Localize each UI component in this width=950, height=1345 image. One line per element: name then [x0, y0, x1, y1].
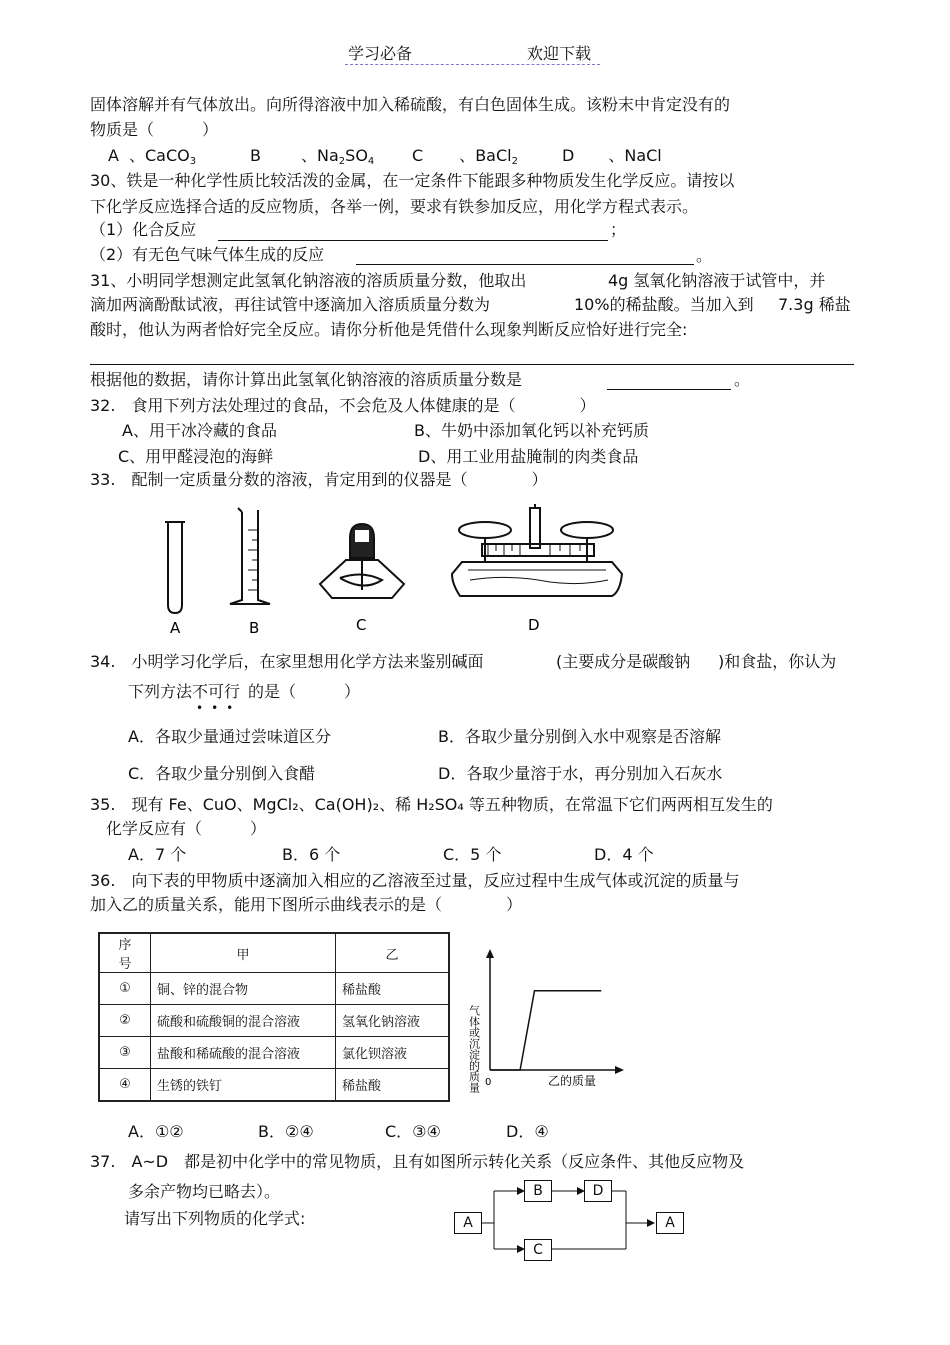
option-letter: B: [250, 146, 261, 165]
q34-line2a: 下列方法: [128, 682, 193, 701]
q29-option-a: [108, 146, 196, 172]
q32-option-c: C、用甲醛浸泡的海鲜: [118, 447, 274, 466]
q30-line2: 下化学反应选择合适的反应物质，各举一例，要求有铁参加反应，用化学方程式表示。: [90, 197, 699, 216]
q29-option-b: [250, 146, 374, 172]
q31-line4: 根据他的数据，请你计算出此氢氧化钠溶液的溶质质量分数是: [90, 370, 523, 389]
q29-option-d: [562, 146, 662, 166]
option-sep: 、: [300, 146, 317, 165]
table-header-row: [99, 933, 449, 973]
table-cell: ③: [99, 1037, 151, 1069]
graduated-cylinder-icon: [230, 508, 270, 604]
q34-option-d: D．各取少量溶于水，再分别加入石灰水: [438, 764, 723, 783]
header-right: 欢迎下载: [527, 44, 592, 63]
q31-line2c: 7.3g 稀盐: [778, 295, 851, 314]
q30-answer-blank-1[interactable]: [218, 240, 608, 241]
option-formula: CaCO: [144, 146, 190, 165]
q30-item2-end: 。: [696, 246, 713, 265]
table-cell: 氢氧化钠溶液: [336, 1005, 450, 1037]
q31-answer-blank-1[interactable]: [90, 364, 854, 365]
option-formula: Na: [317, 146, 339, 165]
q35-line2: 化学反应有（ ）: [106, 819, 267, 838]
q30-answer-blank-2[interactable]: [356, 264, 694, 265]
q33-label-d: D: [528, 616, 540, 634]
option-letter: C: [412, 146, 424, 165]
table-row: [99, 973, 449, 1005]
q31-line2b: 10%的稀盐酸。当加入到: [574, 295, 754, 314]
q34-option-c: C．各取少量分别倒入食醋: [128, 764, 316, 783]
q36-table: [98, 932, 450, 1102]
q34-line1a: 34. 小明学习化学后，在家里想用化学方法来鉴别碱面: [90, 652, 484, 671]
table-cell: 盐酸和稀硫酸的混合溶液: [151, 1037, 336, 1069]
q37-line3: 请写出下列物质的化学式:: [124, 1209, 306, 1228]
table-header-cell: 序 号: [99, 933, 151, 973]
q30-line1: 30、铁是一种化学性质比较活泼的金属，在一定条件下能跟多种物质发生化学反应。请按以: [90, 171, 735, 190]
table-cell: ④: [99, 1069, 151, 1102]
q31-line1a: 31、小明同学想测定此氢氧化钠溶液的溶质质量分数，他取出: [90, 271, 527, 290]
x-axis-arrow: [615, 1066, 624, 1074]
q30-item2: （2）有无色气味气体生成的反应: [90, 245, 325, 264]
q31-line1b: 4g 氢氧化钠溶液于试管中，并: [608, 271, 826, 290]
table-cell: 稀盐酸: [336, 1069, 450, 1102]
q37-flow-arrows: [450, 1180, 690, 1260]
x-axis-label: 乙的质量: [548, 1074, 597, 1088]
q29-option-c: [412, 146, 518, 172]
q30-item1: （1）化合反应: [90, 220, 197, 239]
q33-label-b: B: [249, 619, 260, 637]
q33-label-a: A: [170, 619, 181, 637]
q35-option-a: A．7 个: [128, 845, 187, 864]
y-axis-label: 气体或沉淀的质量: [467, 1005, 481, 1093]
q33-stem: 33. 配制一定质量分数的溶液，肯定用到的仪器是（ ）: [90, 470, 548, 489]
q32-option-d: D、用工业用盐腌制的肉类食品: [418, 447, 639, 466]
origin-label: 0: [485, 1077, 492, 1088]
option-letter: D: [562, 146, 575, 165]
chart-series-line: [490, 991, 601, 1070]
emphasis-dots: •••: [196, 701, 242, 715]
q33-label-c: C: [356, 616, 367, 634]
q34-emphasis: 不可行: [192, 682, 241, 701]
header-divider: [345, 64, 600, 65]
option-sep: 、: [459, 146, 476, 165]
option-sub: 2: [338, 156, 346, 167]
table-cell: 稀盐酸: [336, 973, 450, 1005]
table-cell: ①: [99, 973, 151, 1005]
option-sub: 3: [189, 156, 197, 167]
option-sub2: 4: [367, 156, 375, 167]
table-row: [99, 1069, 449, 1102]
q32-option-a: A、用干冰冷藏的食品: [122, 421, 277, 440]
option-sep: 、: [608, 146, 625, 165]
q32-stem: 32. 食用下列方法处理过的食品，不会危及人体健康的是（ ）: [90, 396, 596, 415]
q37-line2: 多余产物均已略去）。: [128, 1182, 281, 1201]
q29-line2: 物质是（ ）: [90, 120, 219, 139]
q37-line1: 37. A~D 都是初中化学中的常见物质，且有如图所示转化关系（反应条件、其他反应物及: [90, 1152, 745, 1171]
q36-chart: [460, 945, 625, 1095]
q35-line1: 35. 现有 Fe、CuO、MgCl₂、Ca(OH)₂、稀 H₂SO₄ 等五种物质，在常温下它们两两相互发生的: [90, 795, 773, 814]
table-cell: 氯化钡溶液: [336, 1037, 450, 1069]
option-sub: 2: [511, 156, 518, 167]
flow-node-c: C: [524, 1239, 552, 1261]
table-row: [99, 1037, 449, 1069]
table-row: [99, 1005, 449, 1037]
table-header-cell: 甲: [151, 933, 336, 973]
q34-line2b: 的是（ ）: [248, 682, 361, 701]
balance-icon: [452, 504, 622, 596]
y-axis-arrow: [486, 949, 494, 958]
q32-option-b: B、牛奶中添加氧化钙以补充钙质: [414, 421, 649, 440]
q31-answer-blank-2[interactable]: [607, 389, 731, 390]
q34-option-a: A．各取少量通过尝味道区分: [128, 727, 331, 746]
option-sep: 、: [128, 146, 145, 165]
table-header-cell: 乙: [336, 933, 450, 973]
q36-line2: 加入乙的质量关系，能用下图所示曲线表示的是（ ）: [90, 895, 523, 914]
flow-node-b: B: [524, 1180, 552, 1202]
q34-line1c: )和食盐，你认为: [718, 652, 837, 671]
q36-option-b: B．②④: [258, 1122, 314, 1141]
option-formula2: SO: [345, 146, 368, 165]
table-cell: 铜、锌的混合物: [151, 973, 336, 1005]
q31-line3: 酸时，他认为两者恰好完全反应。请你分析他是凭借什么现象判断反应恰好进行完全:: [90, 320, 688, 339]
q34-line1b: (主要成分是碳酸钠: [556, 652, 691, 671]
q31-line4-end: 。: [734, 370, 751, 389]
option-formula: NaCl: [624, 146, 662, 165]
alcohol-lamp-icon: [320, 524, 404, 598]
q35-option-b: B．6 个: [282, 845, 341, 864]
table-cell: ②: [99, 1005, 151, 1037]
q31-line2a: 滴加两滴酚酞试液，再往试管中逐滴加入溶质质量分数为: [90, 295, 491, 314]
option-letter: A: [108, 146, 119, 165]
q36-line1: 36. 向下表的甲物质中逐滴加入相应的乙溶液至过量，反应过程中生成气体或沉淀的质量与: [90, 871, 740, 890]
q30-item1-end: ；: [610, 220, 627, 239]
q36-option-c: C．③④: [385, 1122, 441, 1141]
q36-option-d: D．④: [506, 1122, 549, 1141]
table-cell: 硫酸和硫酸铜的混合溶液: [151, 1005, 336, 1037]
flow-node-a-start: A: [454, 1212, 482, 1234]
table-cell: 生锈的铁钉: [151, 1069, 336, 1102]
q34-option-b: B．各取少量分别倒入水中观察是否溶解: [438, 727, 721, 746]
q34-line2: [128, 682, 360, 702]
q33-apparatus-figure: [150, 500, 670, 640]
test-tube-icon: [165, 522, 185, 613]
flow-node-d: D: [584, 1180, 612, 1202]
q35-option-c: C．5 个: [443, 845, 502, 864]
q35-option-d: D．4 个: [594, 845, 654, 864]
option-formula: BaCl: [475, 146, 512, 165]
q36-option-a: A．①②: [128, 1122, 184, 1141]
flow-node-a-end: A: [656, 1212, 684, 1234]
q29-line1: 固体溶解并有气体放出。向所得溶液中加入稀硫酸，有白色固体生成。该粉末中肯定没有的: [90, 95, 731, 114]
header-left: 学习必备: [348, 44, 413, 63]
